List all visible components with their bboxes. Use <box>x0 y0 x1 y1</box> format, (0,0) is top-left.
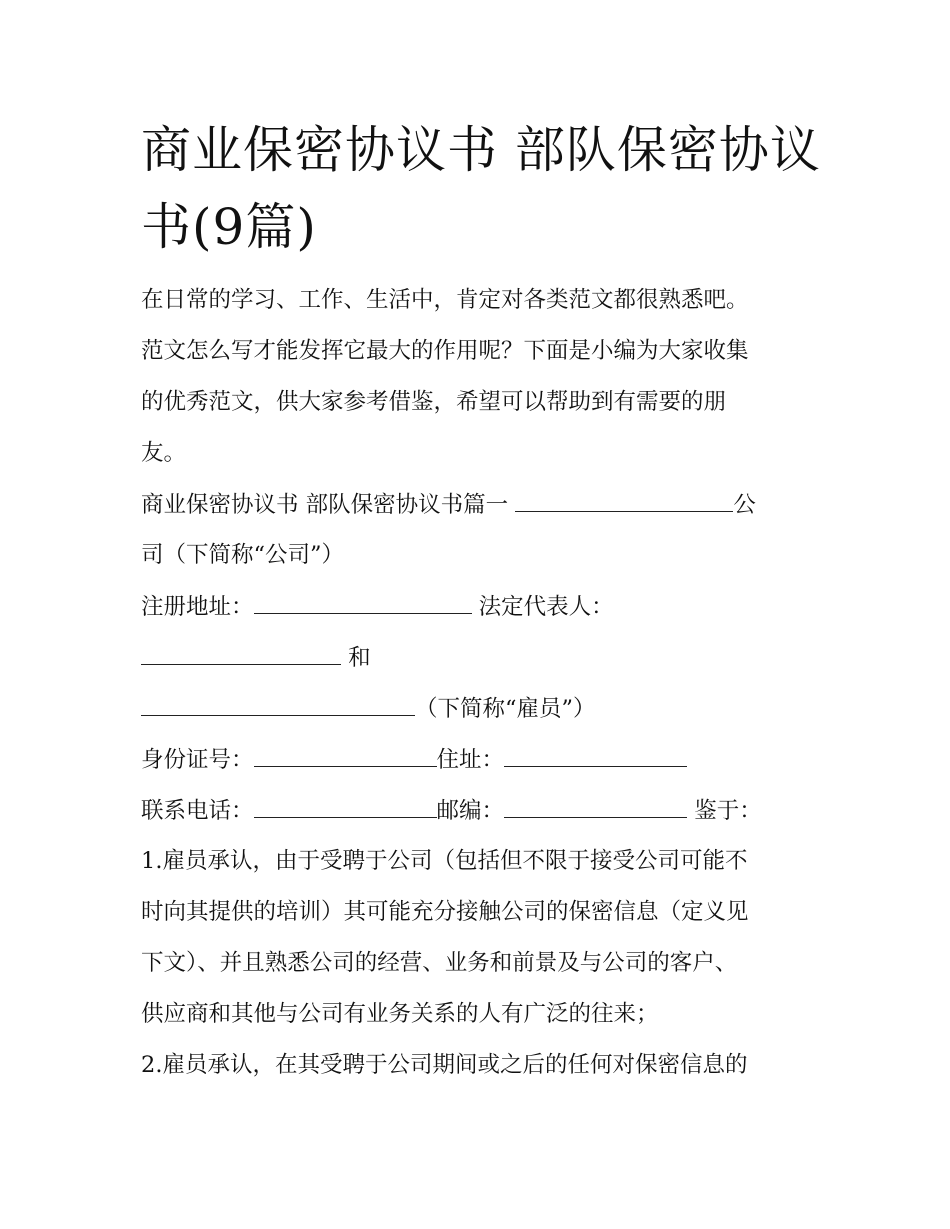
company-note: 司（下简称“公司”） <box>141 542 345 568</box>
phone-postcode-line <box>141 795 762 826</box>
address-label: 住址： <box>436 747 505 773</box>
title-line-1: 商业保密协议书 部队保密协议 <box>141 121 821 179</box>
legal-rep-label: 法定代表人： <box>478 594 614 620</box>
phone-blank <box>254 795 437 818</box>
intro-line-4: 友。 <box>141 440 187 466</box>
legal-rep-line <box>141 642 371 673</box>
clause-1-line-1: 1.雇员承认，由于受聘于公司（包括但不限于接受公司可能不 <box>141 848 748 874</box>
clause-1-line-4: 供应商和其他与公司有业务关系的人有广泛的往来； <box>141 1001 659 1027</box>
intro-line-3: 的优秀范文，供大家参考借鉴，希望可以帮助到有需要的朋 <box>141 389 727 415</box>
company-name-blank <box>515 489 733 512</box>
company-suffix: 公 <box>733 492 756 518</box>
and-text: 和 <box>348 645 371 671</box>
section-heading: 商业保密协议书 部队保密协议书篇一 <box>141 492 509 518</box>
whereas-label: 鉴于： <box>694 798 762 824</box>
id-label: 身份证号： <box>141 747 254 773</box>
intro-line-2: 范文怎么写才能发挥它最大的作用呢？下面是小编为大家收集 <box>141 338 749 364</box>
clause-2-line-1: 2.雇员承认，在其受聘于公司期间或之后的任何对保密信息的 <box>141 1052 748 1078</box>
phone-label: 联系电话： <box>141 798 254 824</box>
postcode-label: 邮编： <box>436 798 505 824</box>
document-title <box>141 112 831 266</box>
legal-rep-blank <box>141 642 341 665</box>
section-heading-line <box>141 489 756 520</box>
clause-1-line-2: 时向其提供的培训）其可能充分接触公司的保密信息（定义见 <box>141 899 749 925</box>
reg-address-line <box>141 591 614 622</box>
intro-line-1: 在日常的学习、工作、生活中，肯定对各类范文都很熟悉吧。 <box>141 287 749 313</box>
reg-address-blank <box>254 591 472 614</box>
title-line-2: 书(9篇) <box>141 198 317 256</box>
reg-address-label: 注册地址： <box>141 594 254 620</box>
id-address-line <box>141 744 687 775</box>
clause-1-line-3: 下文）、并且熟悉公司的经营、业务和前景及与公司的客户、 <box>141 950 738 976</box>
employee-note: （下简称“雇员”） <box>415 696 596 722</box>
employee-line <box>141 693 596 724</box>
postcode-blank <box>504 795 687 818</box>
address-blank <box>504 744 687 767</box>
employee-name-blank <box>141 693 415 716</box>
id-number-blank <box>254 744 437 767</box>
